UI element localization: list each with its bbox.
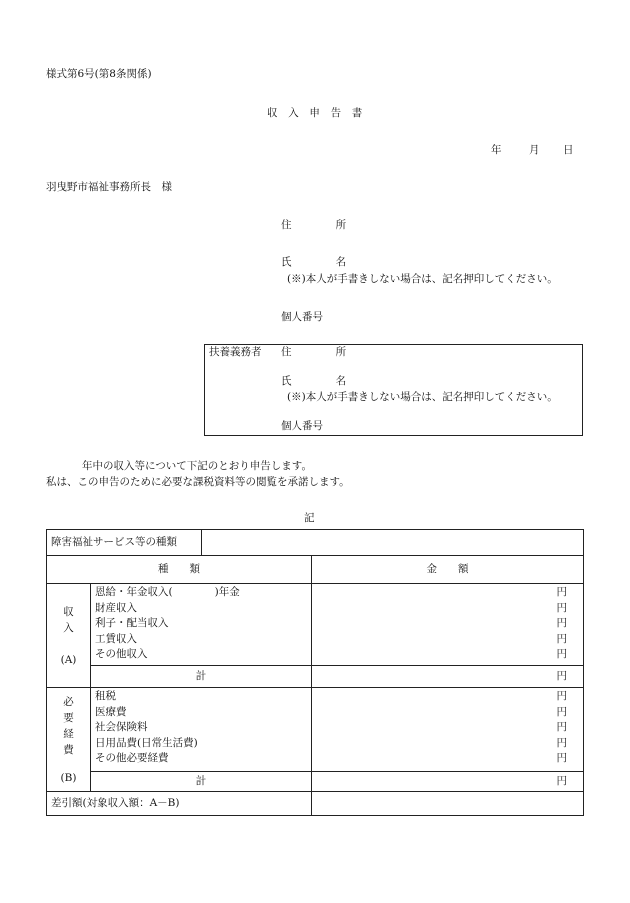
date-month-label: 月 bbox=[529, 144, 540, 156]
list-item: 工賃収入 bbox=[95, 632, 137, 645]
applicant-id-label: 個人番号 bbox=[281, 311, 323, 323]
income-label bbox=[47, 584, 91, 688]
header-type: 種 類 bbox=[47, 556, 312, 584]
applicant-name-label: 氏 名 bbox=[281, 256, 363, 268]
yen-unit: 円 bbox=[556, 669, 567, 682]
list-item: 財産収入 bbox=[95, 601, 137, 614]
header-amount: 金 額 bbox=[312, 556, 584, 584]
supporter-id-label: 個人番号 bbox=[281, 420, 323, 432]
list-item: 利子・配当収入 bbox=[95, 617, 169, 629]
yen-unit: 円 bbox=[556, 752, 567, 764]
expenses-total-amount[interactable] bbox=[312, 772, 584, 792]
yen-unit: 円 bbox=[556, 632, 567, 645]
list-item: その他必要経費 bbox=[95, 752, 169, 764]
list-item: 日用品費(日常生活費) bbox=[95, 736, 198, 749]
yen-unit: 円 bbox=[556, 774, 567, 787]
list-item: 恩給・年金収入( )年金 bbox=[95, 586, 240, 598]
list-item: 医療費 bbox=[95, 705, 127, 718]
supporter-box-label: 扶養義務者 bbox=[209, 346, 262, 358]
supporter-name-label: 氏 名 bbox=[281, 375, 363, 387]
expenses-label-char: 必 bbox=[63, 695, 74, 708]
form-number: 様式第6号(第8条関係) bbox=[46, 68, 152, 80]
yen-unit: 円 bbox=[556, 617, 567, 629]
expenses-label-char: 費 bbox=[63, 743, 74, 756]
expenses-label bbox=[47, 688, 91, 792]
income-label-char: 入 bbox=[63, 621, 74, 634]
expenses-label-char: 経 bbox=[63, 727, 74, 740]
difference-amount[interactable] bbox=[312, 792, 584, 816]
expense-items bbox=[91, 688, 312, 772]
yen-unit: 円 bbox=[556, 586, 567, 598]
date-day-label: 日 bbox=[563, 144, 574, 156]
date-year-label: 年 bbox=[491, 144, 502, 156]
income-total-amount[interactable] bbox=[312, 666, 584, 688]
service-type-label: 障害福祉サービス等の種類 bbox=[47, 530, 202, 556]
supporter-address-label: 住 所 bbox=[281, 346, 363, 358]
expense-amounts[interactable] bbox=[312, 688, 584, 772]
addressee: 羽曳野市福祉事務所長 様 bbox=[46, 181, 172, 193]
income-label-code: (A) bbox=[60, 653, 77, 666]
list-item: 租税 bbox=[95, 690, 116, 702]
income-total-label: 計 bbox=[91, 666, 312, 688]
yen-unit: 円 bbox=[556, 690, 567, 702]
applicant-address-label: 住 所 bbox=[281, 219, 363, 231]
income-amounts[interactable] bbox=[312, 584, 584, 666]
yen-unit: 円 bbox=[556, 721, 567, 733]
income-declaration-table bbox=[46, 529, 584, 816]
ki-heading: 記 bbox=[304, 512, 315, 524]
supporter-note: (※)本人が手書きしない場合は、記名押印してください。 bbox=[287, 391, 558, 403]
service-type-value[interactable] bbox=[202, 530, 584, 556]
list-item: 社会保険料 bbox=[95, 721, 148, 733]
yen-unit: 円 bbox=[556, 736, 567, 749]
yen-unit: 円 bbox=[556, 601, 567, 614]
statement-line-1: 年中の収入等について下記のとおり申告します。 bbox=[82, 460, 312, 472]
income-label-char: 収 bbox=[63, 605, 74, 618]
applicant-note: (※)本人が手書きしない場合は、記名押印してください。 bbox=[287, 273, 558, 285]
yen-unit: 円 bbox=[556, 648, 567, 660]
expenses-label-code: (B) bbox=[60, 771, 77, 784]
list-item: その他収入 bbox=[95, 648, 148, 660]
income-items bbox=[91, 584, 312, 666]
yen-unit: 円 bbox=[556, 705, 567, 718]
statement-line-2: 私は、この申告のために必要な課税資料等の閲覧を承諾します。 bbox=[46, 476, 350, 488]
page-title: 収 入 申 告 書 bbox=[267, 107, 366, 119]
expenses-label-char: 要 bbox=[63, 711, 74, 724]
difference-label: 差引額(対象収入額：A－B) bbox=[47, 792, 312, 816]
expenses-total-label: 計 bbox=[91, 772, 312, 792]
